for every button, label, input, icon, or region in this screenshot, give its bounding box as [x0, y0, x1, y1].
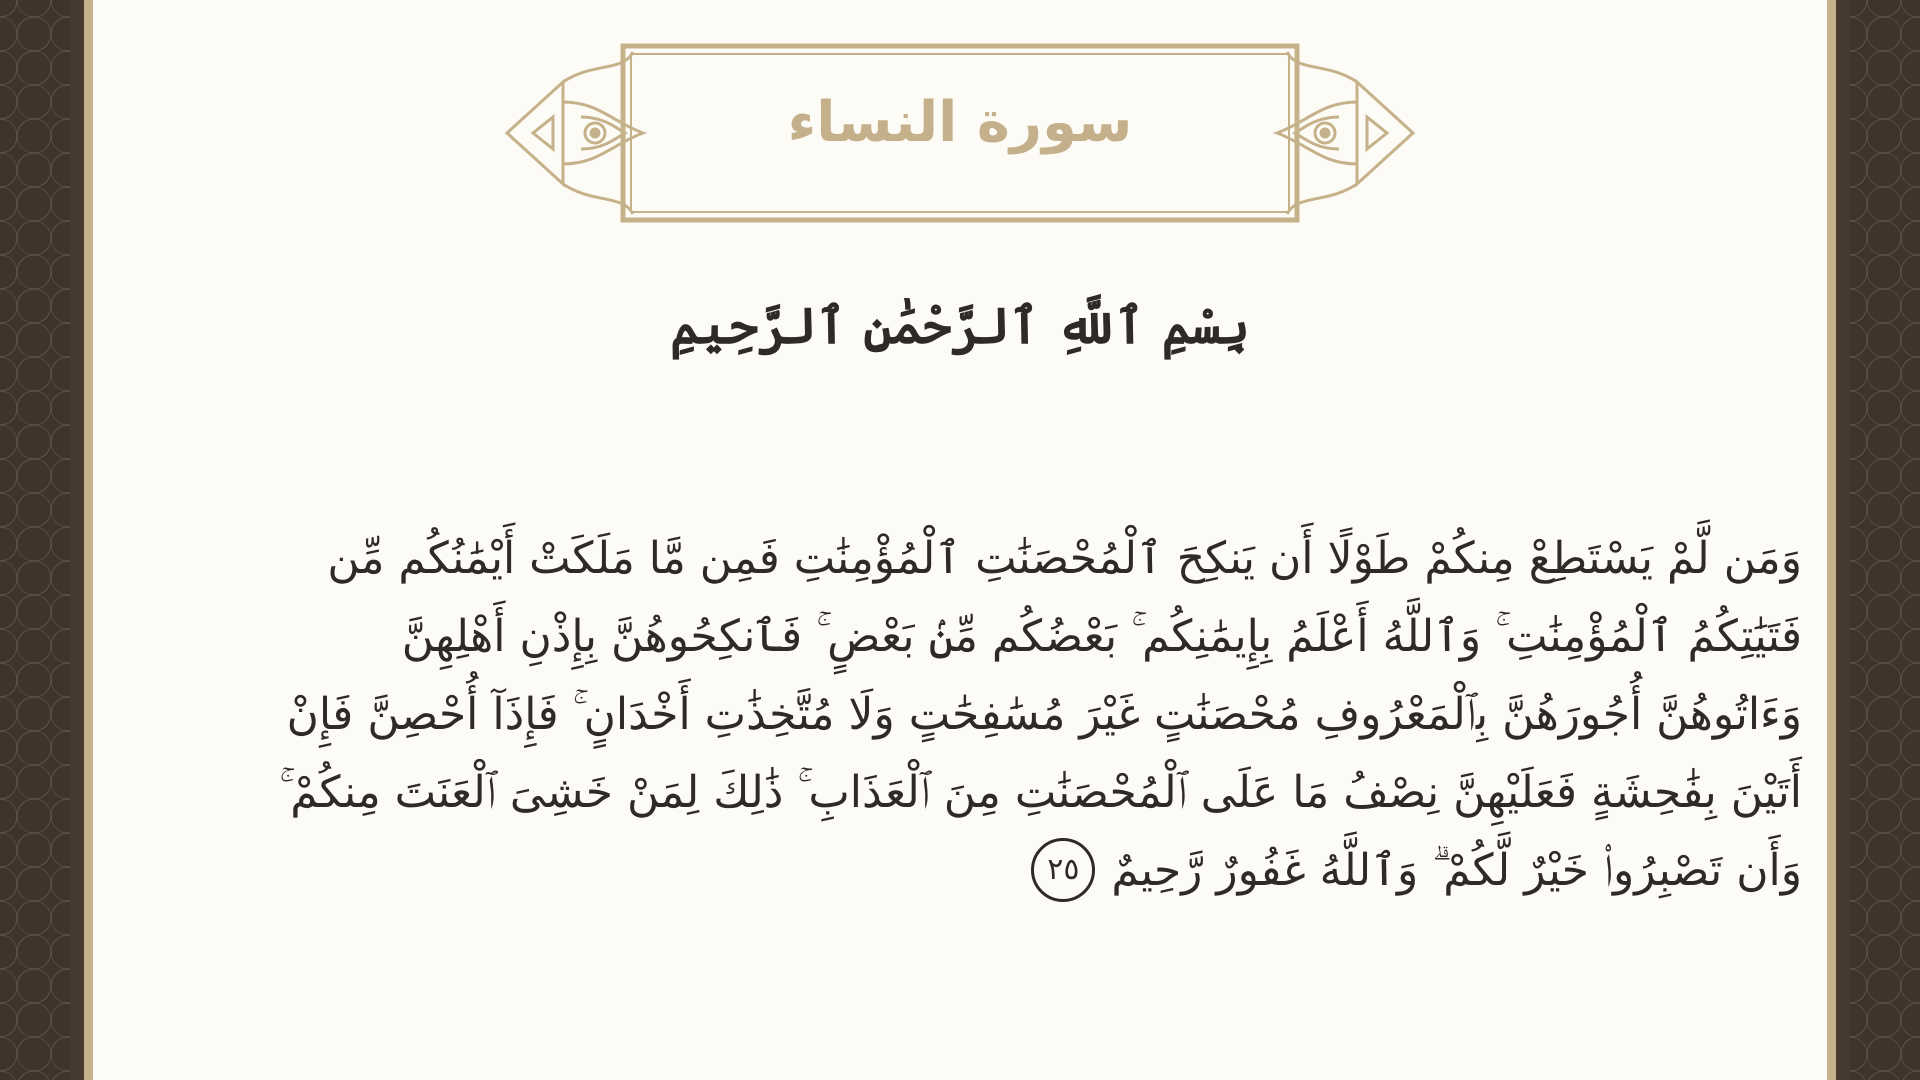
- right-gold-rule: [1827, 0, 1836, 1080]
- right-border-pattern: [1850, 0, 1920, 1080]
- verse-line-3: وَءَاتُوهُنَّ أُجُورَهُنَّ بِٱلْمَعْرُوفِ مُحْصَنَٰتٍ غَيْرَ مُسَٰفِحَٰتٍ وَلَا مُتَّخِذَٰتِ أَخْدَانٍ ۚ فَإِذَآ أُحْصِنَّ فَإِنْ: [286, 689, 1802, 740]
- ayah-number-marker: ٢٥: [1031, 838, 1095, 902]
- verse-line-5: [42, 832, 1802, 910]
- verse-line-1: وَمَن لَّمْ يَسْتَطِعْ مِنكُمْ طَوْلًا أَن يَنكِحَ ٱلْمُحْصَنَٰتِ ٱلْمُؤْمِنَٰتِ فَمِن مَّا مَلَكَتْ أَيْمَٰنُكُم مِّن: [327, 533, 1802, 584]
- verse-line-4: أَتَيْنَ بِفَٰحِشَةٍ فَعَلَيْهِنَّ نِصْفُ مَا عَلَى ٱلْمُحْصَنَٰتِ مِنَ ٱلْعَذَابِ ۚ ذَٰلِكَ لِمَنْ خَشِىَ ٱلْعَنَتَ مِنكُمْ ۚ: [279, 767, 1802, 818]
- verse-block: [42, 520, 1802, 910]
- verse-line-5-text: وَأَن تَصْبِرُوا۟ خَيْرٌ لَّكُمْ ۗ وَٱللَّهُ غَفُورٌ رَّحِيمٌ: [1111, 845, 1802, 896]
- surah-title: سورة النساء: [787, 90, 1133, 155]
- basmala: بِسْمِ ٱللَّهِ ٱلرَّحْمَٰنِ ٱلرَّحِيمِ: [670, 296, 1250, 355]
- verse-line-2: فَتَيَٰتِكُمُ ٱلْمُؤْمِنَٰتِ ۚ وَٱللَّهُ أَعْلَمُ بِإِيمَٰنِكُم ۚ بَعْضُكُم مِّنۢ بَعْضٍ ۚ فَٱنكِحُوهُنَّ بِإِذْنِ أَهْلِهِنَّ: [401, 611, 1802, 662]
